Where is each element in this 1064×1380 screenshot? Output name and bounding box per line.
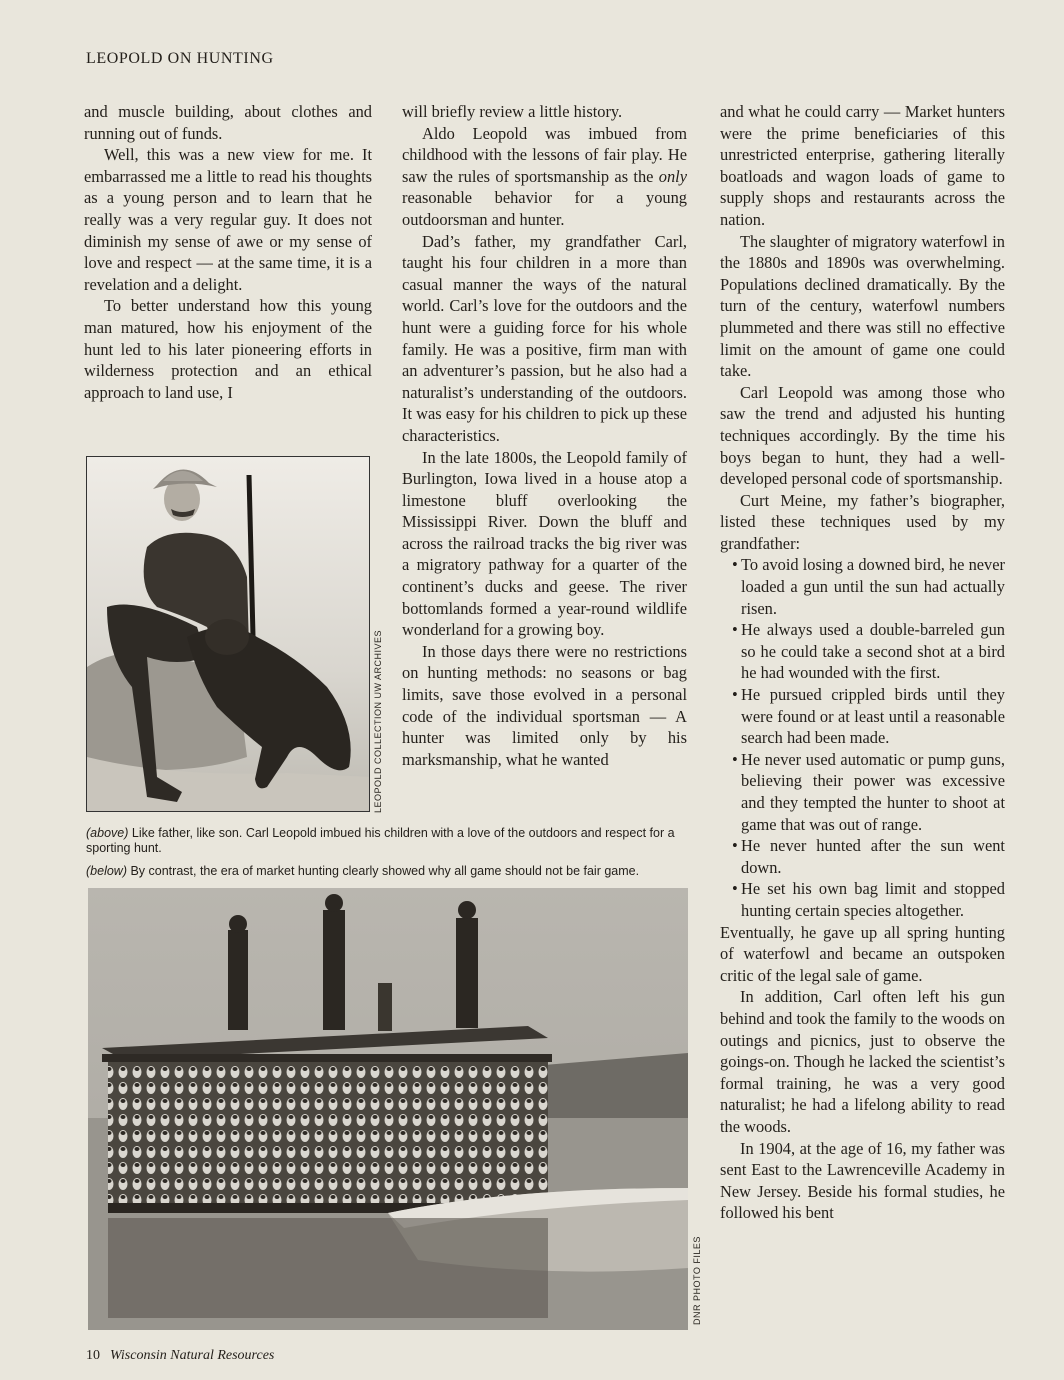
paragraph: To better understand how this young man matured, how his enjoyment of the hunt led to his later pioneering efforts in wilderness protection and an ethical approach to land use, I — [84, 296, 372, 402]
caption-label: (above) — [86, 826, 129, 840]
list-item: • To avoid losing a downed bird, he never loaded a gun until the sun had actually risen. — [720, 554, 1005, 619]
paragraph: The slaughter of migratory waterfowl in the 1880s and 1890s was overwhelming. Populations declined dramatically. By the turn of the century, waterfowl numbers plummeted and there was still no effective limit on the amount of game one could take. — [720, 231, 1005, 381]
paragraph: Curt Meine, my father’s biographer, listed these techniques used by my grandfather: — [720, 490, 1005, 553]
paragraph: Eventually, he gave up all spring hunting of waterfowl and became an outspoken critic of the legal sale of game. — [720, 922, 1005, 985]
paragraph: In 1904, at the age of 16, my father was sent East to the Lawrenceville Academy in New Jersey. Beside his formal studies, he followed his bent — [720, 1138, 1005, 1223]
paragraph: Carl Leopold was among those who saw the trend and adjusted his hunting techniques accordingly. By the time his boys began to hunt, they had a well-developed personal code of sportsmanship. — [720, 382, 1005, 489]
paragraph: will briefly review a little history. — [402, 102, 623, 121]
page-number: 10 — [86, 1348, 100, 1363]
column-1 — [84, 101, 372, 403]
paragraph: In addition, Carl often left his gun behind and took the family to the woods on outings and picnics, just to observe the goings-on. Though he lacked the scientist’s formal training, he was a very good naturalist; he had a lifelong ability to read the woods. — [720, 987, 1005, 1136]
emphasis-text: only — [658, 166, 687, 186]
list-item: • He set his own bag limit and stopped hunting certain species altogether. — [720, 878, 1005, 921]
column-2 — [402, 101, 687, 770]
caption-above — [86, 826, 688, 856]
section-title: LEOPOLD ON HUNTING — [86, 50, 274, 67]
caption-label: (below) — [86, 864, 127, 878]
paragraph: Dad’s father, my grandfather Carl, taught his four children in a more than casual manner the ways of the natural world. Carl’s love for the outdoors and the hunt were a guiding force for his whole family. He was a positive, firm man with an adventurer’s passion, but he also had a naturalist’s understanding of the outdoors. It was easy for his children to pick up these characteristics. — [402, 231, 687, 445]
photo-market-hunting-boat — [88, 888, 688, 1330]
photo-credit: DNR PHOTO FILES — [692, 1236, 702, 1325]
list-item: • He never used automatic or pump guns, believing their power was excessive and they tempted the hunter to shoot at game that was out of range. — [720, 749, 1005, 835]
paragraph: and muscle building, about clothes and running out of funds. — [84, 102, 372, 143]
list-item: • He always used a double-barreled gun so he could take a second shot at a bird he had wounded with the first. — [720, 619, 1005, 684]
list-item: • He never hunted after the sun went down. — [720, 835, 1005, 878]
paragraph: In those days there were no restrictions on hunting methods: no seasons or bag limits, save those evolved in a personal code of the individual sportsman — A hunter was limited only by his marksmanship, what he wanted — [402, 641, 687, 769]
paragraph-text: reasonable behavior for a young outdoorsman and hunter. — [402, 188, 687, 229]
photo-carl-leopold-illustration — [87, 457, 370, 812]
caption-below — [86, 864, 688, 879]
publication-name: Wisconsin Natural Resources — [110, 1348, 275, 1363]
page-footer — [86, 1348, 274, 1364]
paragraph — [402, 123, 687, 231]
list-item: • He pursued crippled birds until they were found or at least until a reasonable search had been made. — [720, 684, 1005, 749]
caption-text: Like father, like son. Carl Leopold imbued his children with a love of the outdoors and respect for a sporting hunt. — [86, 826, 675, 855]
paragraph: Well, this was a new view for me. It embarrassed me a little to read his thoughts as a young person and to learn that he really was a very regular guy. It does not diminish my sense of awe or my sense of love and respect — at the same time, it is a revelation and a delight. — [84, 145, 372, 294]
photo-credit: LEOPOLD COLLECTION UW ARCHIVES — [373, 629, 383, 813]
technique-list — [720, 554, 1005, 921]
column-3 — [720, 101, 1005, 1224]
paragraph-text: Aldo Leopold was imbued from childhood with the lessons of fair play. He saw the rules of sportsmanship as the — [402, 123, 687, 186]
paragraph: and what he could carry — Market hunters were the prime beneficiaries of this unrestricted enterprise, gathering literally boatloads and wagon loads of game to supply shops and restaurants across the nation. — [720, 102, 1005, 229]
paragraph: In the late 1800s, the Leopold family of Burlington, Iowa lived in a house atop a limestone bluff overlooking the Mississippi River. Down the bluff and across the railroad tracks the big river was a migratory pathway for a quarter of the continent’s ducks and geese. The river bottomlands formed a year-round wildlife wonderland for a growing boy. — [402, 447, 687, 640]
caption-text: By contrast, the era of market hunting clearly showed why all game should not be fair game. — [127, 864, 640, 878]
photo-market-hunting-illustration — [88, 888, 688, 1330]
photo-carl-leopold — [86, 456, 370, 812]
